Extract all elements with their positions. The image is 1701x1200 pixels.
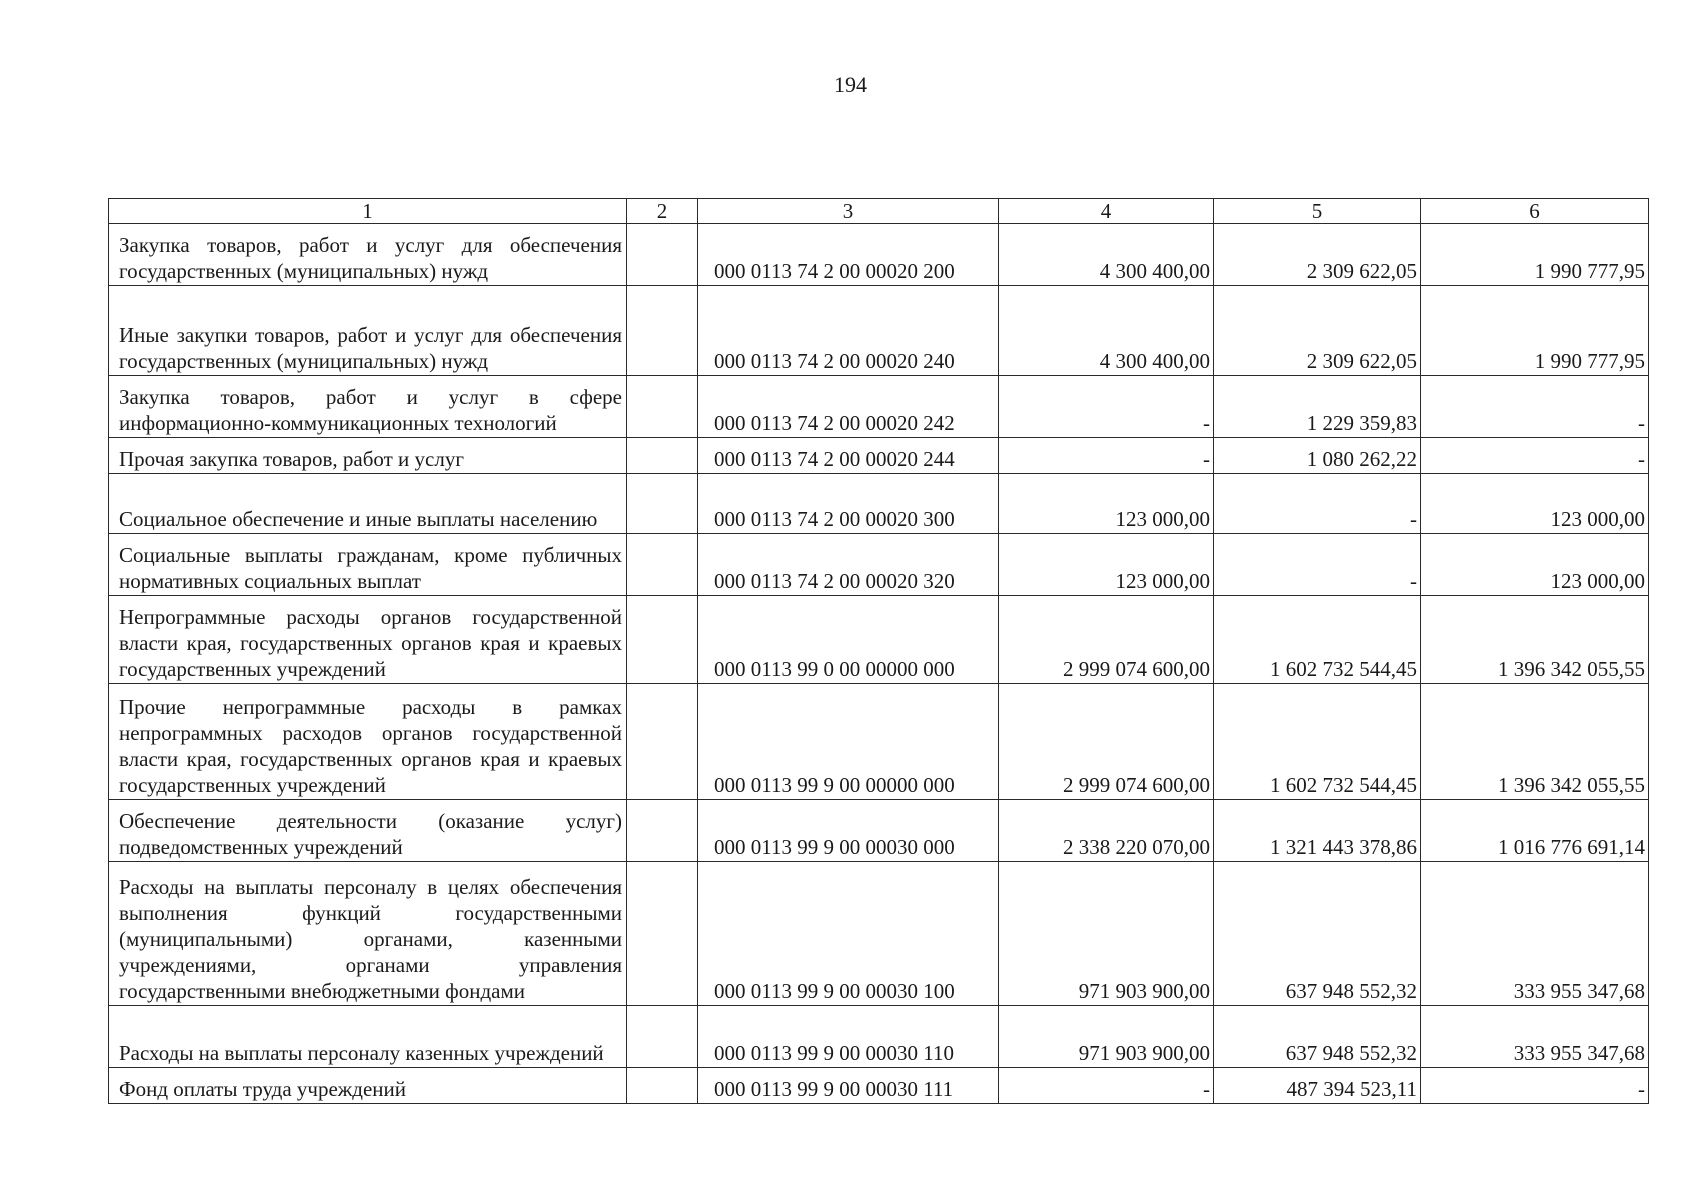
- table-row: [109, 684, 1649, 800]
- row-col2: [627, 376, 698, 438]
- row-col2: [627, 1006, 698, 1068]
- row-col5-value: 2 309 622,05: [1214, 286, 1421, 376]
- row-col4-value: 971 903 900,00: [999, 862, 1214, 1006]
- row-code: 000 0113 74 2 00 00020 300: [698, 474, 999, 534]
- row-col5-value: 1 602 732 544,45: [1214, 684, 1421, 800]
- row-col6-value: 1 396 342 055,55: [1421, 684, 1649, 800]
- table-row: [109, 438, 1649, 474]
- row-col6-value: 1 016 776 691,14: [1421, 800, 1649, 862]
- row-col6-value: 123 000,00: [1421, 474, 1649, 534]
- table-row: [109, 474, 1649, 534]
- row-col4-value: 971 903 900,00: [999, 1006, 1214, 1068]
- row-col2: [627, 684, 698, 800]
- row-col2: [627, 224, 698, 286]
- row-col2: [627, 474, 698, 534]
- row-col6-value: 1 990 777,95: [1421, 286, 1649, 376]
- row-col2: [627, 800, 698, 862]
- row-name: Непрограммные расходы органов государственной власти края, государственных органов края и краевых государственных учреждений: [109, 596, 627, 684]
- row-code: 000 0113 99 0 00 00000 000: [698, 596, 999, 684]
- row-code: 000 0113 74 2 00 00020 320: [698, 534, 999, 596]
- row-col4-value: 2 999 074 600,00: [999, 596, 1214, 684]
- row-col5-value: 487 394 523,11: [1214, 1068, 1421, 1104]
- row-code: 000 0113 74 2 00 00020 240: [698, 286, 999, 376]
- row-col2: [627, 596, 698, 684]
- row-col4-value: -: [999, 376, 1214, 438]
- column-header-2: 2: [627, 199, 698, 224]
- row-name: Иные закупки товаров, работ и услуг для обеспечения государственных (муниципальных) нужд: [109, 286, 627, 376]
- row-code: 000 0113 99 9 00 00000 000: [698, 684, 999, 800]
- row-col6-value: 123 000,00: [1421, 534, 1649, 596]
- row-name: Закупка товаров, работ и услуг в сфере информационно-коммуникационных технологий: [109, 376, 627, 438]
- row-col4-value: 2 338 220 070,00: [999, 800, 1214, 862]
- table-row: [109, 534, 1649, 596]
- row-col6-value: -: [1421, 438, 1649, 474]
- column-header-4: 4: [999, 199, 1214, 224]
- row-col5-value: 1 321 443 378,86: [1214, 800, 1421, 862]
- row-col5-value: 1 080 262,22: [1214, 438, 1421, 474]
- row-col4-value: 2 999 074 600,00: [999, 684, 1214, 800]
- row-col2: [627, 286, 698, 376]
- row-col6-value: -: [1421, 376, 1649, 438]
- row-code: 000 0113 74 2 00 00020 244: [698, 438, 999, 474]
- row-col2: [627, 438, 698, 474]
- table-row: [109, 376, 1649, 438]
- table-row: [109, 800, 1649, 862]
- column-header-6: 6: [1421, 199, 1649, 224]
- table-row: [109, 596, 1649, 684]
- row-col5-value: 2 309 622,05: [1214, 224, 1421, 286]
- row-code: 000 0113 74 2 00 00020 242: [698, 376, 999, 438]
- row-code: 000 0113 99 9 00 00030 111: [698, 1068, 999, 1104]
- row-col5-value: 637 948 552,32: [1214, 862, 1421, 1006]
- budget-execution-table: [108, 198, 1649, 1104]
- table-row: [109, 1006, 1649, 1068]
- row-col5-value: 1 229 359,83: [1214, 376, 1421, 438]
- row-col2: [627, 1068, 698, 1104]
- column-header-3: 3: [698, 199, 999, 224]
- row-col5-value: 637 948 552,32: [1214, 1006, 1421, 1068]
- row-name: Фонд оплаты труда учреждений: [109, 1068, 627, 1104]
- row-name: Прочие непрограммные расходы в рамках непрограммных расходов органов государственной власти края, государственных органов края и краевых государственных учреждений: [109, 684, 627, 800]
- row-col4-value: 123 000,00: [999, 474, 1214, 534]
- row-col4-value: -: [999, 438, 1214, 474]
- column-header-5: 5: [1214, 199, 1421, 224]
- row-col5-value: -: [1214, 534, 1421, 596]
- row-code: 000 0113 99 9 00 00030 100: [698, 862, 999, 1006]
- row-name: Расходы на выплаты персоналу в целях обеспечения выполнения функций государственными (муниципальными) органами, казенными учреждениями, органами управления государственными внебюджетными фондами: [109, 862, 627, 1006]
- row-col6-value: 1 990 777,95: [1421, 224, 1649, 286]
- column-number-row: [109, 199, 1649, 224]
- row-col5-value: -: [1214, 474, 1421, 534]
- row-code: 000 0113 99 9 00 00030 000: [698, 800, 999, 862]
- table-row: [109, 224, 1649, 286]
- row-col6-value: 333 955 347,68: [1421, 1006, 1649, 1068]
- page-number: 194: [834, 72, 867, 97]
- row-col4-value: -: [999, 1068, 1214, 1104]
- table-row: [109, 1068, 1649, 1104]
- table-row: [109, 286, 1649, 376]
- row-col4-value: 123 000,00: [999, 534, 1214, 596]
- row-col4-value: 4 300 400,00: [999, 224, 1214, 286]
- row-col2: [627, 862, 698, 1006]
- row-col6-value: -: [1421, 1068, 1649, 1104]
- row-name: Закупка товаров, работ и услуг для обеспечения государственных (муниципальных) нужд: [109, 224, 627, 286]
- row-col6-value: 1 396 342 055,55: [1421, 596, 1649, 684]
- row-name: Прочая закупка товаров, работ и услуг: [109, 438, 627, 474]
- row-code: 000 0113 74 2 00 00020 200: [698, 224, 999, 286]
- row-name: Социальные выплаты гражданам, кроме публичных нормативных социальных выплат: [109, 534, 627, 596]
- table-row: [109, 862, 1649, 1006]
- row-col5-value: 1 602 732 544,45: [1214, 596, 1421, 684]
- row-name: Расходы на выплаты персоналу казенных учреждений: [109, 1006, 627, 1068]
- column-header-1: 1: [109, 199, 627, 224]
- row-col4-value: 4 300 400,00: [999, 286, 1214, 376]
- row-name: Социальное обеспечение и иные выплаты населению: [109, 474, 627, 534]
- row-name: Обеспечение деятельности (оказание услуг) подведомственных учреждений: [109, 800, 627, 862]
- row-col6-value: 333 955 347,68: [1421, 862, 1649, 1006]
- row-code: 000 0113 99 9 00 00030 110: [698, 1006, 999, 1068]
- row-col2: [627, 534, 698, 596]
